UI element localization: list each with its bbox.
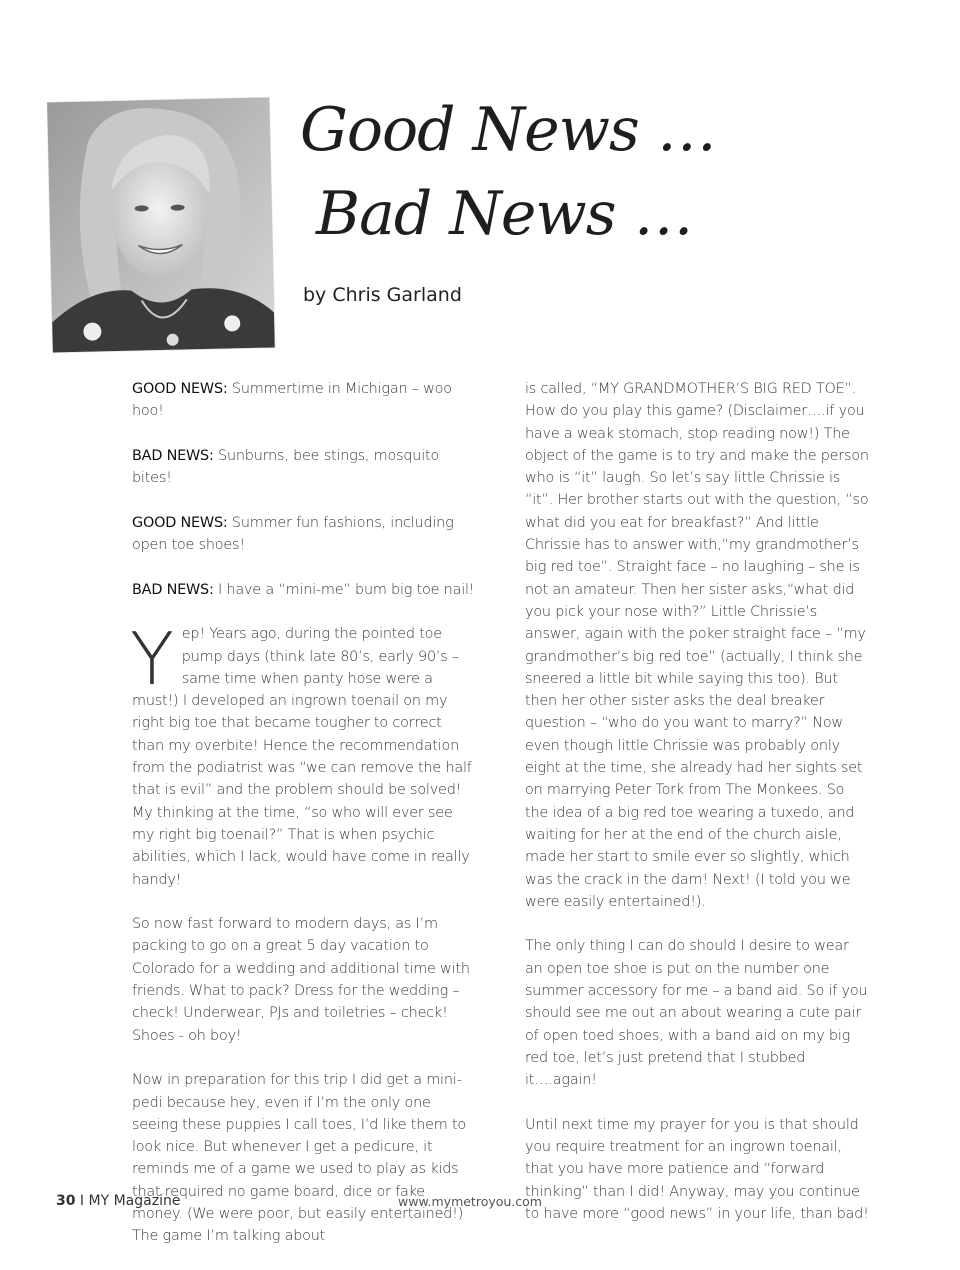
lead-label: GOOD NEWS: — [132, 381, 228, 397]
article-title — [300, 88, 716, 256]
paragraph-text: Summertime in Michigan – woo hoo! — [132, 381, 452, 420]
paragraph-text: Summer fun fashions, including open toe shoes! — [132, 514, 454, 554]
drop-cap: Y — [130, 617, 174, 702]
paragraph: is called, “MY GRANDMOTHER’S BIG RED TOE”. How do you play this game? (Disclaimer….if you have a weak stomach, stop reading now!) The object of the game is to try and make the person who is “it” laugh. So let’s say little Chrissie is “it”. Her brother starts out with the question, “so what did you eat for breakfast?” And little Chrissie has to answer with,“my grandmother’s big red toe”. Straight face – no laughing – she is not an amateur. Then her sister asks,“what did you pick your nose with?” Little Chrissie’s answer, again with the poker straight face – “my grandmother’s big red toe” (actually, I think she sneered a little bit while saying this too). But then her other sister asks the deal breaker question – “who do you want to marry?” Now even though little Chrissie was probably only eight at the time, she already had her sights set on marrying Peter Tork from The Monkees. So the idea of a big red toe wearing a tuxedo, and waiting for her at the end of the church aisle, made her start to smile ever so slightly, which was the crack in the dam! Next! (I told you we were easily entertained!). — [525, 381, 869, 910]
paragraph — [132, 445, 477, 490]
right-column — [525, 378, 870, 1248]
magazine-name: MY Magazine — [88, 1193, 181, 1209]
website-link[interactable]: www.mymetroyou.com — [398, 1194, 542, 1209]
page-footer — [56, 1193, 180, 1209]
paragraph: Now in preparation for this trip I did get a mini-pedi because hey, even if I’m the only one seeing these puppies I call toes, I’d like them to look nice. But whenever I get a pedicure, it reminds me of a game we used to play as kids that required no game board, dice or fake money. (We were poor, but easily entertained!) The game I’m talking about — [132, 1072, 467, 1245]
author-portrait-icon — [47, 98, 275, 353]
paragraph-text: Sunburns, bee stings, mosquito bites! — [132, 447, 440, 487]
lead-label: BAD NEWS: — [132, 581, 214, 598]
author-photo — [47, 98, 275, 353]
paragraph: Until next time my prayer for you is that should you require treatment for an ingrown toenail, that you have more patience and “forward thinking” than I did! Anyway, may you continue to have more “good news” in your life, than bad! — [525, 1116, 869, 1222]
paragraph: So now fast forward to modern days, as I’m packing to go on a great 5 day vacation to Colorado for a wedding and additional time with friends. What to pack? Dress for the wedding – check! Underwear, PJs and toiletries – check! Shoes - oh boy! — [132, 916, 470, 1044]
title-line-1: Good News … — [300, 95, 716, 165]
paragraph — [132, 512, 477, 557]
paragraph — [132, 378, 477, 423]
page-number: 30 — [56, 1193, 76, 1209]
footer-separator: I — [75, 1193, 89, 1209]
paragraph — [132, 579, 477, 601]
lead-label: BAD NEWS: — [132, 447, 214, 464]
paragraph-text: I have a “mini-me” bum big toe nail! — [213, 581, 475, 598]
paragraph: The only thing I can do should I desire to wear an open toe shoe is put on the number one summer accessory for me – a band aid. So if you should see me out an about wearing a cute pair of open toed shoes, with a band aid on my big red toe, let’s just pretend that I stubbed it….again! — [525, 938, 868, 1089]
left-column — [132, 378, 477, 1270]
paragraph — [130, 617, 477, 891]
paragraph-text: ep! Years ago, during the pointed toe pump days (think late 80’s, early 90’s – same time when panty hose were a must!) I developed an ingrown toenail on my right big toe that became tougher to correct than my overbite! Hence the recommendation from the podiatrist was “we can remove the half that is evil” and the problem should be solved! My thinking at the time, “so who will ever see my right big toenail?” That is when psychic abilities, which I lack, would have come in really handy! — [132, 626, 472, 888]
lead-label: GOOD NEWS: — [132, 514, 228, 531]
title-line-2: Bad News … — [316, 179, 693, 249]
byline: by Chris Garland — [303, 284, 462, 306]
